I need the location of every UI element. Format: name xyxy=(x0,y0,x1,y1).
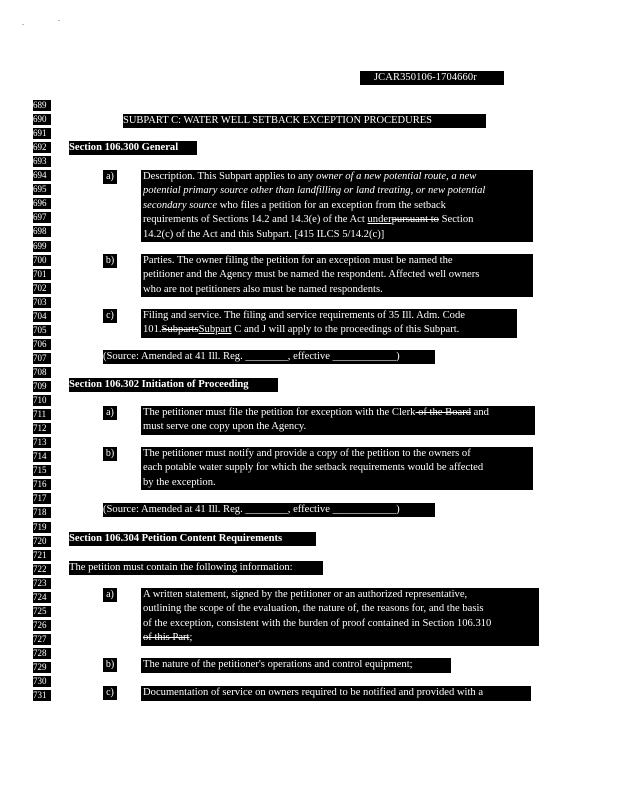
line-number: 698 xyxy=(33,226,51,237)
line-number: 713 xyxy=(33,437,51,448)
line-number: 699 xyxy=(33,241,51,252)
item-label-b: b) xyxy=(103,658,117,672)
line-number: 697 xyxy=(33,212,51,223)
line-number: 724 xyxy=(33,592,51,603)
section-106-304-a-text: A written statement, signed by the petitioner or an authorized representative, outlining the scope of the evaluation, the nature of, the reasons for, and the basis of the exception, consistent with the burden of proof contained in Section 106.310 of this Part; xyxy=(141,588,539,646)
line-number: 725 xyxy=(33,606,51,617)
section-106-302-a-text: The petitioner must file the petition for exception with the Clerk of the Board and must serve one copy upon the Agency. xyxy=(141,406,535,435)
line-number: 712 xyxy=(33,423,51,434)
document-id: JCAR350106-1704660r xyxy=(360,71,504,85)
line-number: 709 xyxy=(33,381,51,392)
item-label-c: c) xyxy=(103,309,117,323)
subpart-title: SUBPART C: WATER WELL SETBACK EXCEPTION PROCEDURES xyxy=(123,114,486,128)
line-number: 711 xyxy=(33,409,51,420)
line-number: 703 xyxy=(33,297,51,308)
line-number: 707 xyxy=(33,353,51,364)
section-106-304-c-text: Documentation of service on owners required to be notified and provided with a xyxy=(141,686,531,701)
line-number: 715 xyxy=(33,465,51,476)
item-label-a: a) xyxy=(103,170,117,184)
line-number: 728 xyxy=(33,648,51,659)
source-note-106-300: (Source: Amended at 41 Ill. Reg. ________, effective ____________) xyxy=(103,350,435,364)
line-number: 693 xyxy=(33,156,51,167)
line-number: 702 xyxy=(33,283,51,294)
scan-speck xyxy=(58,20,60,21)
line-number: 719 xyxy=(33,522,51,533)
line-number: 705 xyxy=(33,325,51,336)
section-106-300-b-text: Parties. The owner filing the petition for an exception must be named the petitioner and the Agency must be named the respondent. Affected well owners who are not petitioners also must be named respondents. xyxy=(141,254,533,297)
line-number: 706 xyxy=(33,339,51,350)
item-label-b: b) xyxy=(103,254,117,268)
line-number: 695 xyxy=(33,184,51,195)
line-number: 730 xyxy=(33,676,51,687)
section-106-300-heading: Section 106.300 General xyxy=(69,141,197,155)
line-number: 716 xyxy=(33,479,51,490)
line-number: 700 xyxy=(33,255,51,266)
section-106-300-a-text: Description. This Subpart applies to any owner of a new potential route, a new potential primary source other than landfilling or land treating, or new potential secondary source who files a petition for an exception from the setback requirements of Sections 14.2 and 14.3(e) of the Act underpursuant to Section 14.2(c) of the Act and this Subpart. [415 ILCS 5/14.2(c)] xyxy=(141,170,533,242)
line-number: 718 xyxy=(33,507,51,518)
line-number: 714 xyxy=(33,451,51,462)
item-label-c: c) xyxy=(103,686,117,700)
line-number: 722 xyxy=(33,564,51,575)
line-number: 691 xyxy=(33,128,51,139)
item-label-a: a) xyxy=(103,406,117,420)
section-106-304-intro: The petition must contain the following information: xyxy=(69,561,323,575)
line-number: 720 xyxy=(33,536,51,547)
source-note-106-302: (Source: Amended at 41 Ill. Reg. ________, effective ____________) xyxy=(103,503,435,517)
line-number: 721 xyxy=(33,550,51,561)
line-number: 729 xyxy=(33,662,51,673)
item-label-a: a) xyxy=(103,588,117,602)
section-106-302-b-text: The petitioner must notify and provide a copy of the petition to the owners of each potable water supply for which the setback requirements would be affected by the exception. xyxy=(141,447,533,490)
line-number: 689 xyxy=(33,100,51,111)
section-106-302-heading: Section 106.302 Initiation of Proceeding xyxy=(69,378,278,392)
line-number: 696 xyxy=(33,198,51,209)
line-number: 731 xyxy=(33,690,51,701)
line-number: 708 xyxy=(33,367,51,378)
line-number: 723 xyxy=(33,578,51,589)
line-number: 727 xyxy=(33,634,51,645)
line-number: 710 xyxy=(33,395,51,406)
line-number: 726 xyxy=(33,620,51,631)
line-number: 717 xyxy=(33,493,51,504)
line-number: 694 xyxy=(33,170,51,181)
section-106-304-heading: Section 106.304 Petition Content Requirements xyxy=(69,532,316,546)
scan-speck xyxy=(22,24,24,25)
line-number: 690 xyxy=(33,114,51,125)
line-number: 692 xyxy=(33,142,51,153)
section-106-300-c-text: Filing and service. The filing and service requirements of 35 Ill. Adm. Code 101.SubpartsSubpart C and J will apply to the proceedings of this Subpart. xyxy=(141,309,517,338)
section-106-304-b-text: The nature of the petitioner's operations and control equipment; xyxy=(141,658,451,673)
line-number: 701 xyxy=(33,269,51,280)
line-number: 704 xyxy=(33,311,51,322)
item-label-b: b) xyxy=(103,447,117,461)
